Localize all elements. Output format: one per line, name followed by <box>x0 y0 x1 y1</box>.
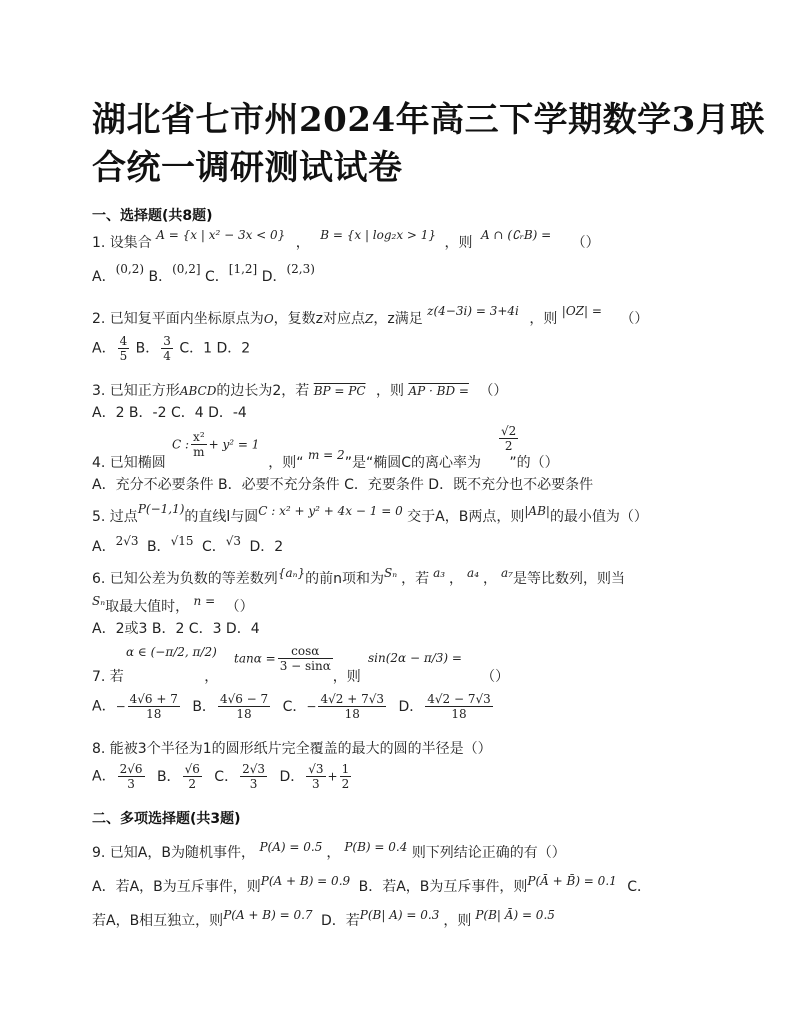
q6-line2-text: 取最大值时， <box>105 599 190 615</box>
q1-expression: A ∩ (∁ᵣB) = <box>480 228 552 242</box>
q3-square: ABCD <box>179 384 217 398</box>
q2-mid: ，复数z对应点 <box>273 311 366 327</box>
q5-option-c-label: C． <box>201 539 226 555</box>
q7-option-d-denominator: 18 <box>451 707 467 721</box>
q1-option-d-value: (2,3) <box>286 262 315 276</box>
q2-mid2: ，z满足 <box>373 311 423 327</box>
q6-comma-2: ， <box>483 571 498 587</box>
q5-circle-equation: C : x² + y² + 4x − 1 = 0 <box>258 504 403 518</box>
q7-option-b-fraction <box>218 692 270 721</box>
q5-option-b-label: B． <box>146 539 171 555</box>
q9-prob-a: P(A) = 0.5 <box>259 840 323 854</box>
q2-option-b-numerator: 3 <box>163 334 171 348</box>
q7-option-d-label: D． <box>398 698 424 715</box>
q4-condition: m = 2 <box>307 448 345 462</box>
q5-option-a-value: 2√3 <box>115 534 139 548</box>
q1-blank: （） <box>571 235 600 251</box>
q7-sin-expression <box>368 650 462 666</box>
q8-option-b-denominator: 2 <box>188 777 197 791</box>
q9-end: 则下列结论正确的有（） <box>411 845 566 861</box>
question-3 <box>92 380 507 400</box>
question-4-options: A．充分不必要条件 B．必要不充分条件 C．充要条件 D．既不充分也不必要条件 <box>92 477 594 493</box>
q4-eccentricity-fraction <box>497 424 520 453</box>
q8-option-d-plus: + <box>327 769 338 784</box>
document-title-line-2: 合统一调研测试试卷 <box>92 148 403 188</box>
q2-option-b-fraction <box>161 334 173 363</box>
q7-blank: （） <box>481 669 510 685</box>
q1-option-a-value: (0,2) <box>115 262 145 276</box>
q8-option-a-denominator: 3 <box>127 777 135 791</box>
section-heading-multiple-choice: 二、多项选择题(共3题) <box>92 811 241 827</box>
q4-ellipse-denominator: m <box>193 445 205 459</box>
q2-origin: O <box>263 312 274 326</box>
q8-option-b-label: B． <box>156 768 181 785</box>
q8-option-a-numerator: 2√6 <box>119 762 143 776</box>
q7-sep: ， <box>204 669 219 685</box>
q9-option-b-text: B．若A，B为互斥事件，则 <box>358 879 528 895</box>
q3-vector-equation: BP = PC <box>313 384 366 398</box>
question-8-options <box>92 762 353 791</box>
q8-option-d-denominator-2: 2 <box>341 777 350 791</box>
q4-eccentricity-numerator: √2 <box>501 424 517 438</box>
q4-mid2: ”是“椭圆C的离心率为 <box>344 455 481 471</box>
question-9-line-3 <box>92 910 555 930</box>
question-9-line-2 <box>92 876 651 896</box>
q2-option-b-label: B． <box>135 340 160 357</box>
q7-option-c-label: C． <box>282 698 307 715</box>
q7-option-a-fraction <box>128 692 180 721</box>
q6-a7: a₇ <box>501 566 513 580</box>
q7-option-a-label: A． <box>92 698 116 715</box>
q7-option-a-sign: − <box>115 699 126 714</box>
q5-option-b-value: √15 <box>170 534 194 548</box>
q7-option-c-numerator: 4√2 + 7√3 <box>320 692 384 706</box>
q6-n: n = <box>193 594 216 608</box>
q7-option-b-numerator: 4√6 − 7 <box>219 692 269 706</box>
question-5-options <box>92 536 283 556</box>
q7-option-b-denominator: 18 <box>236 707 252 721</box>
q5-end: 的最小值为（） <box>549 509 648 525</box>
q3-text: 3. 已知正方形 <box>92 383 180 399</box>
q7-alpha: α ∈ (−π/2, π/2) <box>126 645 217 659</box>
q9-option-d-formula: P(B| Ā) = 0.5 <box>475 908 555 922</box>
q4-ellipse-suffix: + y² = 1 <box>208 437 260 452</box>
q2-mid3: ，则 <box>529 311 558 327</box>
q1-text: 1. 设集合 <box>92 235 152 251</box>
q8-option-b-numerator: √6 <box>184 762 200 776</box>
q1-option-b-value: (0,2] <box>172 262 201 276</box>
q4-eccentricity-denominator: 2 <box>504 439 513 453</box>
q8-option-d-fraction-2 <box>340 762 352 791</box>
q2-option-a-numerator: 4 <box>119 334 128 348</box>
q3-mid: 的边长为2，若 <box>216 383 310 399</box>
q2-options-rest: C．1 D．2 <box>179 340 251 357</box>
q9-option-d-then: ，则 <box>443 913 472 929</box>
q7-option-c-denominator: 18 <box>344 707 360 721</box>
q7-mid: ，则 <box>332 669 361 685</box>
question-3-options: A．2 B．-2 C．4 D．-4 <box>92 405 247 421</box>
q5-chord-length: |AB| <box>524 504 550 518</box>
q9-option-c-text: 若A，B相互独立，则 <box>92 913 224 929</box>
q5-option-a-label: A． <box>92 539 116 555</box>
question-9 <box>92 842 566 862</box>
q8-option-d-numerator-1: √3 <box>308 762 324 776</box>
q1-option-c-label: C． <box>205 269 229 285</box>
q7-option-b-label: B． <box>192 698 216 715</box>
section-heading-single-choice: 一、选择题(共8题) <box>92 208 213 224</box>
q8-option-a-label: A． <box>92 768 116 785</box>
q9-sep: ， <box>326 845 341 861</box>
q2-option-a-label: A． <box>92 340 116 357</box>
q9-option-c-formula: P(A + B) = 0.7 <box>223 908 313 922</box>
question-6 <box>92 568 625 588</box>
q9-prob-b: P(B) = 0.4 <box>344 840 408 854</box>
q6-a4: a₄ <box>467 566 480 580</box>
q3-mid2: ，则 <box>376 383 404 399</box>
q7-option-d-numerator: 4√2 − 7√3 <box>427 692 491 706</box>
q8-option-d-fraction-1 <box>306 762 325 791</box>
q7-option-c-fraction <box>318 692 386 721</box>
q2-option-a-fraction <box>118 334 130 363</box>
q1-option-b-label: B． <box>148 269 173 285</box>
q5-option-c-value: √3 <box>225 534 241 548</box>
question-2 <box>92 304 649 328</box>
q4-ellipse-prefix: C : <box>172 437 190 452</box>
q7-option-d-fraction <box>425 692 493 721</box>
q9-text: 9. 已知A，B为随机事件， <box>92 845 255 861</box>
q5-option-d: D．2 <box>249 539 284 555</box>
q8-option-d-label: D． <box>279 768 305 785</box>
question-7 <box>92 666 509 686</box>
q1-set-a: A = {x | x² − 3x < 0} <box>156 228 286 242</box>
q6-a3: a₃ <box>433 566 446 580</box>
q8-option-d-denominator-1: 3 <box>312 777 320 791</box>
q5-mid: 的直线l与圆 <box>184 509 259 525</box>
q9-option-a-formula: P(A + B) = 0.9 <box>260 874 351 888</box>
q9-option-a-text: A．若A，B为互斥事件，则 <box>92 879 261 895</box>
q7-tan-prefix: tanα = <box>234 651 276 666</box>
q9-option-c-label: C． <box>627 879 651 895</box>
q7-option-c-sign: − <box>306 699 317 714</box>
question-6-options: A．2或3 B．2 C．3 D．4 <box>92 621 260 637</box>
question-1 <box>92 228 600 252</box>
q8-option-d-numerator-2: 1 <box>341 762 350 776</box>
q2-point-z: Z <box>365 312 374 326</box>
q5-mid2: 交于A，B两点，则 <box>407 509 525 525</box>
q8-option-c-numerator: 2√3 <box>242 762 265 776</box>
q7-alpha-range <box>126 644 217 660</box>
q4-mid: ，则“ <box>268 455 304 471</box>
q6-sequence: {aₙ} <box>277 566 306 580</box>
question-1-options <box>92 262 315 286</box>
question-4 <box>92 448 559 472</box>
q8-option-c-denominator: 3 <box>249 777 258 791</box>
q9-option-d-text: D．若 <box>321 913 360 929</box>
q1-option-d-label: D． <box>261 269 287 285</box>
q2-blank: （） <box>620 311 649 327</box>
q8-option-c-label: C． <box>214 768 239 785</box>
q6-blank: （） <box>225 599 254 615</box>
q7-sin: sin(2α − π/3) = <box>368 651 462 665</box>
q7-option-a-denominator: 18 <box>146 707 162 721</box>
q2-modulus: |OZ| = <box>561 304 602 318</box>
document-title-line-1: 湖北省七市州2024年高三下学期数学3月联 <box>92 100 765 140</box>
q1-option-a-label: A． <box>92 269 116 285</box>
q5-text: 5. 过点 <box>92 509 138 525</box>
q6-comma-1: ， <box>449 571 464 587</box>
q3-blank: （） <box>479 383 508 399</box>
q7-option-a-numerator: 4√6 + 7 <box>129 692 178 706</box>
q6-sn: Sₙ <box>92 594 106 608</box>
q1-sep-then: ，则 <box>444 235 473 251</box>
q8-option-a-fraction <box>118 762 145 791</box>
question-8: 8. 能被3个半径为1的圆形纸片完全覆盖的最大的圆的半径是（） <box>92 741 492 757</box>
q6-sum: Sₙ <box>383 566 398 580</box>
q6-mid2: ，若 <box>401 571 430 587</box>
q2-option-b-denominator: 4 <box>163 349 171 363</box>
q8-option-b-fraction <box>183 762 202 791</box>
q7-tan-numerator: cosα <box>278 644 333 659</box>
q2-equation: z(4−3i) = 3+4i <box>427 304 519 318</box>
q4-text: 4. 已知椭圆 <box>92 455 166 471</box>
q4-ellipse-numerator: x² <box>193 430 205 444</box>
q6-mid: 的前n项和为 <box>305 571 384 587</box>
q2-option-a-denominator: 5 <box>119 349 128 363</box>
q1-sep: ， <box>295 235 310 251</box>
q4-eccentricity-frac <box>499 424 518 453</box>
q7-tan-denominator: 3 − sinα <box>279 659 331 673</box>
q7-text: 7. 若 <box>92 669 124 685</box>
q6-end: 是等比数列，则当 <box>512 571 625 587</box>
question-2-options <box>92 334 250 363</box>
question-5 <box>92 502 648 526</box>
q9-option-d-condition: P(B| A) = 0.3 <box>359 908 440 922</box>
question-7-options <box>92 692 495 721</box>
q1-set-b: B = {x | log₂x > 1} <box>320 228 437 242</box>
q4-end: ”的（） <box>509 455 559 471</box>
q3-dot-product: AP · BD = <box>408 384 469 398</box>
q5-point: P(−1,1) <box>137 502 185 516</box>
q1-option-c-value: [1,2] <box>228 262 258 276</box>
q8-option-c-fraction <box>240 762 267 791</box>
question-6-line-2 <box>92 596 254 616</box>
q2-text: 2. 已知复平面内坐标原点为 <box>92 311 264 327</box>
q9-option-b-formula: P(Ā + B̄) = 0.1 <box>527 874 617 888</box>
q6-text: 6. 已知公差为负数的等差数列 <box>92 571 278 587</box>
